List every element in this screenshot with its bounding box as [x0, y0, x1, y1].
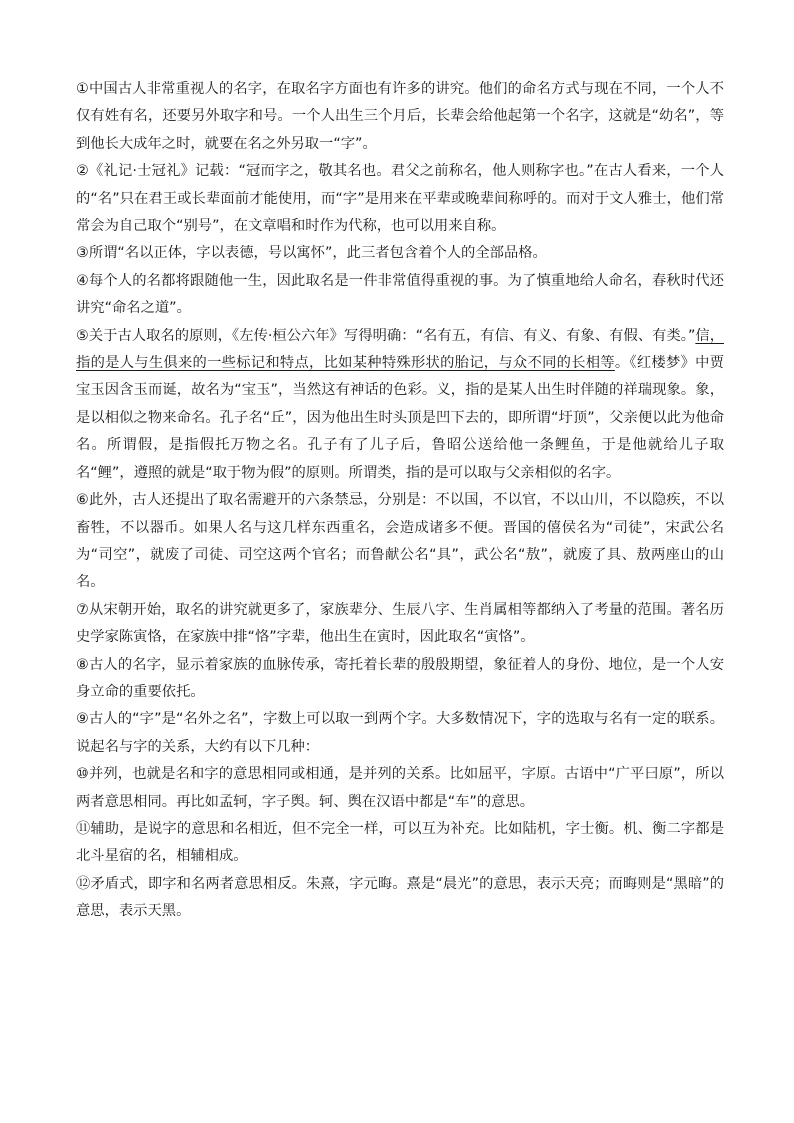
paragraph-4: ④每个人的名都将跟随他一生，因此取名是一件非常值得重视的事。为了慎重地给人命名，春秋时代还讲究“命名之道”。 — [76, 272, 724, 317]
paragraph-10: ⑩并列，也就是名和字的意思相同或相通，是并列的关系。比如屈平，字原。古语中“广平曰原”，所以两者意思相同。再比如孟轲，字子舆。轲、舆在汉语中都是“车”的意思。 — [76, 766, 724, 810]
document-body — [76, 76, 724, 926]
paragraph-5-underlined: 信，指的是人与生俱来的一些标记和特点，比如某种特殊形状的胎记，与众不同的长相等 — [76, 327, 724, 372]
paragraph-8: ⑧古人的名字，显示着家族的血脉传承，寄托着长辈的殷殷期望，象征着人的身份、地位，是一个人安身立命的重要依托。 — [76, 656, 724, 700]
paragraph-11: ⑪辅助，是说字的意思和名相近，但不完全一样，可以互为补充。比如陆机，字士衡。机、衡二字都是北斗星宿的名，相辅相成。 — [76, 820, 724, 865]
paragraph-5-rest: 。《红楼梦》中贾宝玉因含玉而诞，故名为“宝玉”，当然这有神话的色彩。义，指的是某人出生时伴随的祥瑞现象。象，是以相似之物来命名。孔子名“丘”，因为他出生时头顶是凹下去的，即所谓“圩顶”，父亲便以此为他命名。所谓假，是指假托万物之名。孔子有了儿子后，鲁昭公送给他一条鲤鱼，于是他就给儿子取名“鲤”，遵照的就是“取于物为假”的原则。所谓类，指的是可以取与父亲相似的名字。 — [76, 355, 724, 481]
paragraph-5-intro: ⑤关于古人取名的原则，《左传·桓公六年》写得明确：“名有五，有信、有义、有象、有假、有类。” — [76, 327, 696, 344]
paragraph-1: ①中国古人非常重视人的名字，在取名字方面也有许多的讲究。他们的命名方式与现在不同，一个人不仅有姓有名，还要另外取字和号。一个人出生三个月后，长辈会给他起第一个名字，这就是“幼名”，等到他长大成年之时，就要在名之外另取一“字”。 — [76, 81, 724, 152]
paragraph-3: ③所谓“名以正体，字以表德，号以寓怀”，此三者包含着个人的全部品格。 — [76, 245, 547, 262]
paragraph-9: ⑨古人的“字”是“名外之名”，字数上可以取一到两个字。大多数情况下，字的选取与名有一定的联系。说起名与字的关系，大约有以下几种： — [76, 711, 724, 755]
paragraph-5 — [76, 323, 724, 487]
paragraph-7: ⑦从宋朝开始，取名的讲究就更多了，家族辈分、生辰八字、生肖属相等都纳入了考量的范围。著名历史学家陈寅恪，在家族中排“恪”字辈，他出生在寅时，因此取名“寅恪”。 — [76, 601, 724, 646]
paragraph-2: ②《礼记·士冠礼》记载：“冠而字之，敬其名也。君父之前称名，他人则称字也。”在古人看来，一个人的“名”只在君王或长辈面前才能使用，而“字”是用来在平辈或晚辈间称呼的。而对于文人雅士，他们常常会为自己取个“别号”，在文章唱和时作为代称，也可以用来自称。 — [76, 163, 724, 235]
paragraph-6: ⑥此外，古人还提出了取名需避开的六条禁忌，分别是：不以国，不以官，不以山川，不以隐疾，不以畜牲，不以器币。如果人名与这几样东西重名，会造成诸多不便。晋国的僖侯名为“司徒”，宋武公名为“司空”，就废了司徒、司空这两个官名；而鲁献公名“具”，武公名“敖”，就废了具、敖两座山的山名。 — [76, 492, 724, 591]
paragraph-12: ⑫矛盾式，即字和名两者意思相反。朱熹，字元晦。熹是“晨光”的意思，表示天亮；而晦则是“黑暗”的意思，表示天黑。 — [76, 875, 724, 920]
